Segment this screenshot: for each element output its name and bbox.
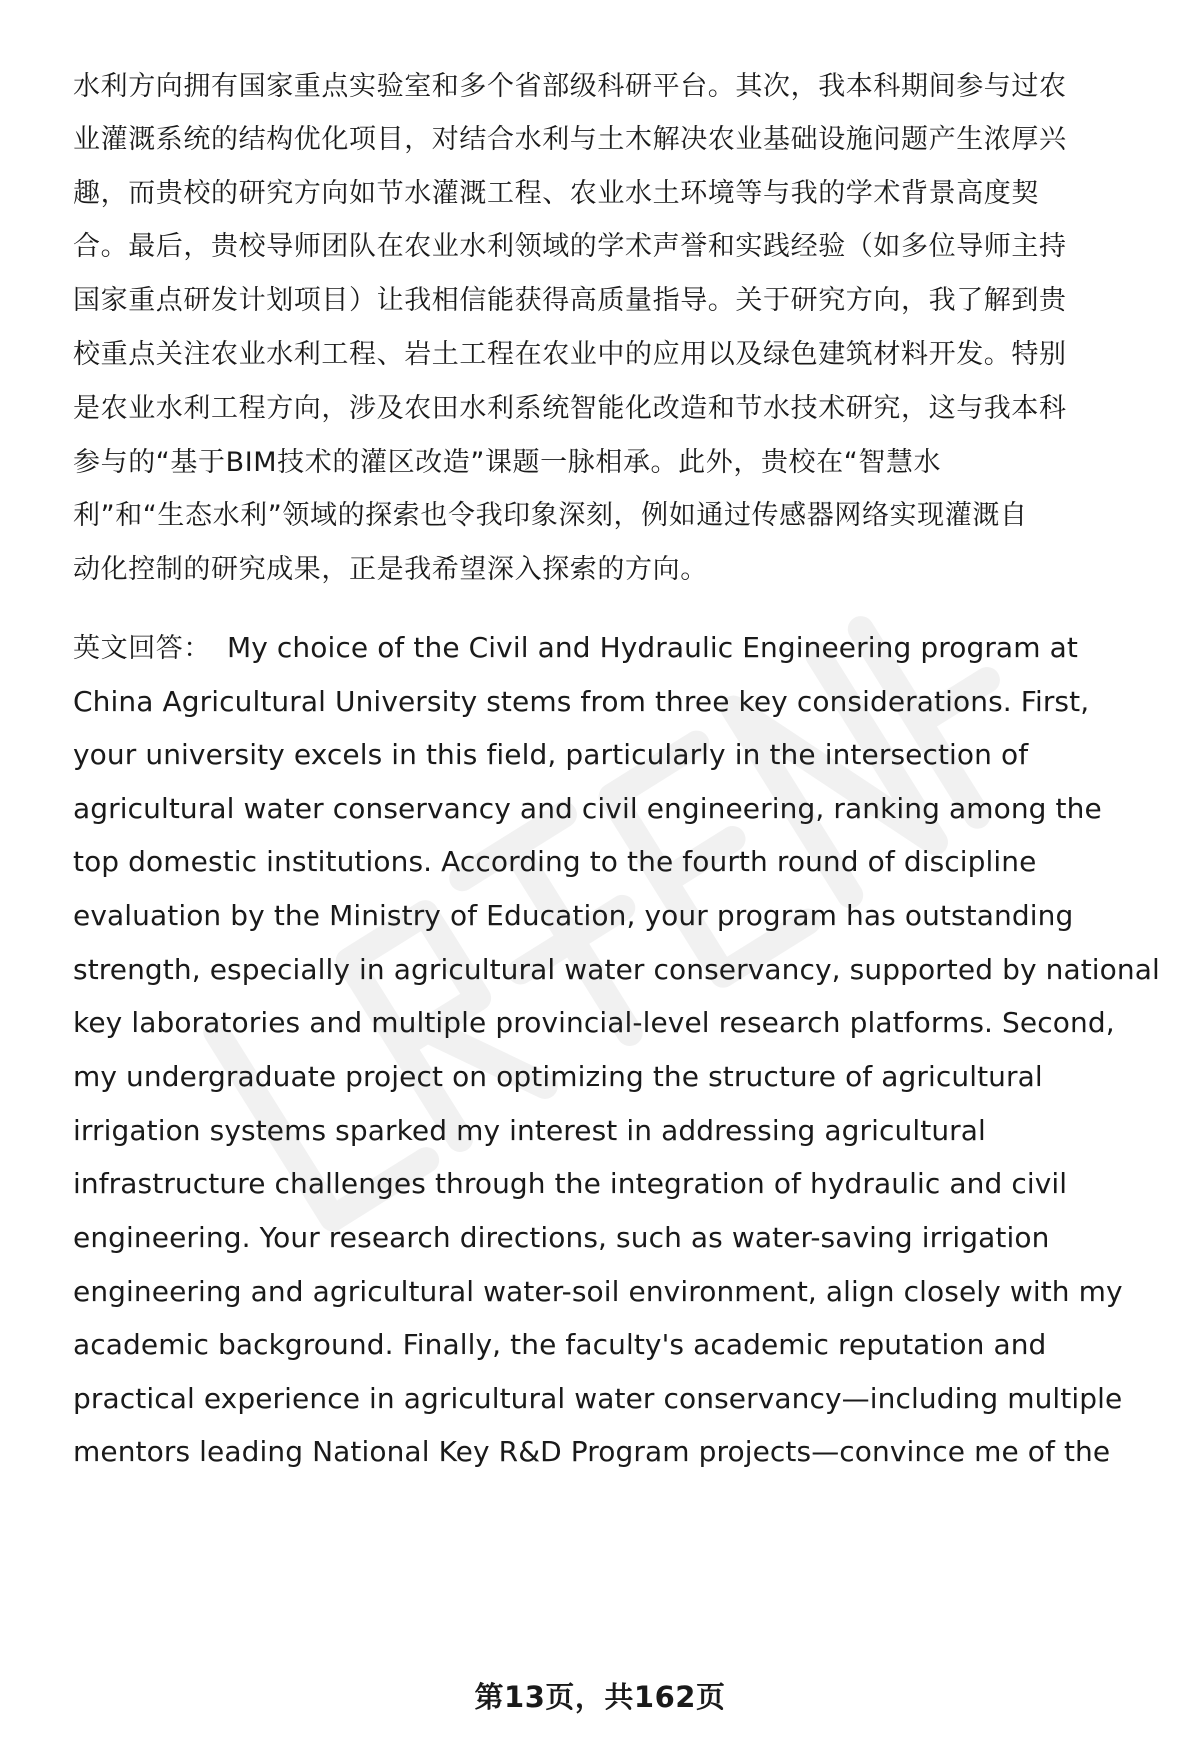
english-paragraph-line-2: China Agricultural University stems from three key considerations. First, bbox=[73, 685, 1090, 718]
english-paragraph-line-11: infrastructure challenges through the integration of hydraulic and civil bbox=[73, 1167, 1068, 1200]
english-paragraph-line-10: irrigation systems sparked my interest in addressing agricultural bbox=[73, 1114, 986, 1147]
chinese-paragraph-line-1: 水利方向拥有国家重点实验室和多个省部级科研平台。其次，我本科期间参与过农 bbox=[73, 71, 1067, 102]
english-paragraph-line-16: mentors leading National Key R&D Program projects—convince me of the bbox=[73, 1435, 1111, 1468]
chinese-paragraph-line-3: 趣，而贵校的研究方向如节水灌溉工程、农业水土环境等与我的学术背景高度契 bbox=[73, 178, 1039, 209]
english-paragraph-line-13: engineering and agricultural water-soil environment, align closely with my bbox=[73, 1275, 1123, 1308]
english-paragraph-line-3: your university excels in this field, particularly in the intersection of bbox=[73, 738, 1029, 771]
chinese-paragraph-line-7: 是农业水利工程方向，涉及农田水利系统智能化改造和节水技术研究，这与我本科 bbox=[73, 393, 1067, 424]
english-paragraph-line-5: top domestic institutions. According to the fourth round of discipline bbox=[73, 845, 1037, 878]
english-paragraph-line-7: strength, especially in agricultural water conservancy, supported by national bbox=[73, 953, 1160, 986]
page-number-footer: 第13页，共162页 bbox=[474, 1680, 726, 1714]
chinese-paragraph-line-4: 合。最后，贵校导师团队在农业水利领域的学术声誉和实践经验（如多位导师主持 bbox=[73, 231, 1067, 262]
english-answer-label: 英文回答： bbox=[73, 633, 211, 664]
english-paragraph-line-1-text: My choice of the Civil and Hydraulic Engineering program at bbox=[227, 631, 1078, 664]
chinese-paragraph-line-6: 校重点关注农业水利工程、岩土工程在农业中的应用以及绿色建筑材料开发。特别 bbox=[73, 339, 1067, 370]
chinese-paragraph-line-10: 动化控制的研究成果，正是我希望深入探索的方向。 bbox=[73, 554, 708, 585]
english-paragraph-line-4: agricultural water conservancy and civil engineering, ranking among the bbox=[73, 792, 1102, 825]
english-paragraph-line-8: key laboratories and multiple provincial-level research platforms. Second, bbox=[73, 1006, 1115, 1039]
english-paragraph-line-15: practical experience in agricultural water conservancy—including multiple bbox=[73, 1382, 1123, 1415]
chinese-paragraph-line-9: 利”和“生态水利”领域的探索也令我印象深刻，例如通过传感器网络实现灌溉自 bbox=[73, 500, 1028, 531]
english-paragraph-line-6: evaluation by the Ministry of Education, your program has outstanding bbox=[73, 899, 1074, 932]
english-paragraph-line-14: academic background. Finally, the faculty's academic reputation and bbox=[73, 1328, 1047, 1361]
chinese-paragraph-line-8: 参与的“基于BIM技术的灌区改造”课题一脉相承。此外，贵校在“智慧水 bbox=[73, 447, 942, 478]
english-paragraph-line-9: my undergraduate project on optimizing the structure of agricultural bbox=[73, 1060, 1043, 1093]
english-paragraph-line-12: engineering. Your research directions, such as water-saving irrigation bbox=[73, 1221, 1050, 1254]
english-paragraph-line-1 bbox=[73, 631, 1078, 664]
chinese-paragraph-line-5: 国家重点研发计划项目）让我相信能获得高质量指导。关于研究方向，我了解到贵 bbox=[73, 285, 1067, 316]
chinese-paragraph-line-2: 业灌溉系统的结构优化项目，对结合水利与土木解决农业基础设施问题产生浓厚兴 bbox=[73, 124, 1067, 155]
